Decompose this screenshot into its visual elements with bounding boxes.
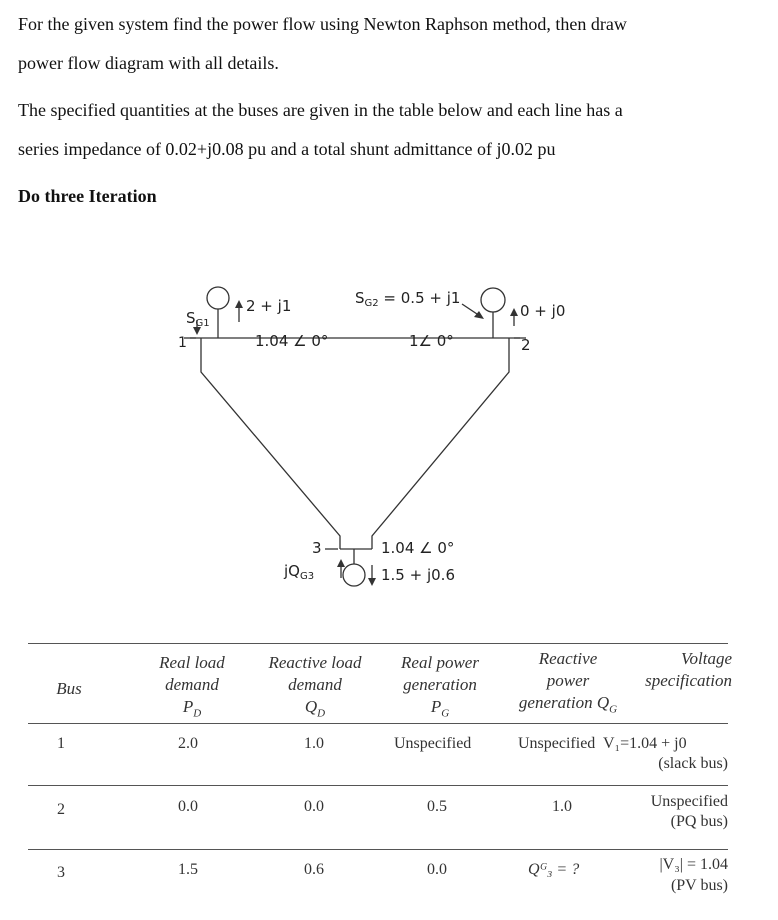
generator-2-icon xyxy=(481,288,505,312)
header-bus: Bus xyxy=(56,679,82,698)
row-1-pg: Unspecified xyxy=(394,735,472,752)
instruction-line: Do three Iteration xyxy=(18,186,157,206)
bus-3-label: 3 xyxy=(312,539,322,557)
header-reactive-gen: Reactive power generation $Q_G$ xyxy=(518,649,618,716)
row-3-qg: Qᴳ₃ = ? xyxy=(528,861,580,878)
header-real-gen: Real power generation $P_G$ xyxy=(401,653,479,720)
row-3-pg: 0.0 xyxy=(427,861,447,878)
row-3-bus: 3 xyxy=(57,864,65,881)
generator-3-icon xyxy=(343,564,365,586)
bus-1-voltage-label: 1.04 ∠ 0° xyxy=(255,332,329,350)
bus-2-load-label: 0 + j0 xyxy=(520,302,566,320)
qg3-label: $jQ_{G3}$ xyxy=(284,562,315,582)
row-3-qd: 0.6 xyxy=(304,861,324,878)
generator-1-icon xyxy=(207,287,229,309)
bus-3-load-label: 1.5 + j0.6 xyxy=(381,566,455,584)
row-2-bus: 2 xyxy=(57,801,65,818)
row-2-pd: 0.0 xyxy=(178,798,198,815)
bus-3-voltage-label: 1.04 ∠ 0° xyxy=(381,539,455,557)
power-system-diagram xyxy=(0,260,778,600)
table-top-rule xyxy=(28,643,728,644)
statement-line-2: power flow diagram with all details. xyxy=(18,53,279,73)
sg1-label: $S_{G1}$ xyxy=(186,309,210,329)
bus-2-label: 2 xyxy=(521,336,531,354)
statement-line-3: The specified quantities at the buses are given in the table below and each line has a xyxy=(18,100,623,120)
row-1-qg: Unspecified xyxy=(518,735,596,752)
row-1-v1: V₁=1.04 + j0 xyxy=(603,735,687,752)
bus-2-voltage-label: 1∠ 0° xyxy=(409,332,454,350)
row-1-qd: 1.0 xyxy=(304,735,324,752)
header-real-load: Real load demand $P_D$ xyxy=(159,653,225,720)
table-header-rule xyxy=(28,723,728,724)
header-reactive-load: Reactive load demand $Q_D$ xyxy=(268,653,362,720)
statement-line-1: For the given system find the power flow using Newton Raphson method, then draw xyxy=(18,14,627,34)
header-voltage: Voltage specification xyxy=(645,649,732,690)
row-3-v1: |V₃| = 1.04 xyxy=(659,856,728,873)
bus-1-label: 1 xyxy=(178,335,187,351)
table-row-rule-1 xyxy=(28,785,728,786)
row-2-v1: Unspecified xyxy=(650,793,728,810)
sg2-label: $S_{G2} = 0.5 + j1$ xyxy=(355,289,461,309)
row-1-bus: 1 xyxy=(57,735,65,752)
row-2-qg: 1.0 xyxy=(552,798,572,815)
line-1-3 xyxy=(201,338,340,549)
row-1-v2: (slack bus) xyxy=(658,755,728,772)
table-row-rule-2 xyxy=(28,849,728,850)
line-2-3 xyxy=(372,338,509,549)
row-2-v2: (PQ bus) xyxy=(670,813,728,830)
row-3-v2: (PV bus) xyxy=(670,877,728,894)
statement-line-4: series impedance of 0.02+j0.08 pu and a total shunt admittance of j0.02 pu xyxy=(18,139,556,159)
row-1-pd: 2.0 xyxy=(178,735,198,752)
bus-1-load-label: 2 + j1 xyxy=(246,297,292,315)
row-2-qd: 0.0 xyxy=(304,798,324,815)
row-3-pd: 1.5 xyxy=(178,861,198,878)
row-2-pg: 0.5 xyxy=(427,798,447,815)
